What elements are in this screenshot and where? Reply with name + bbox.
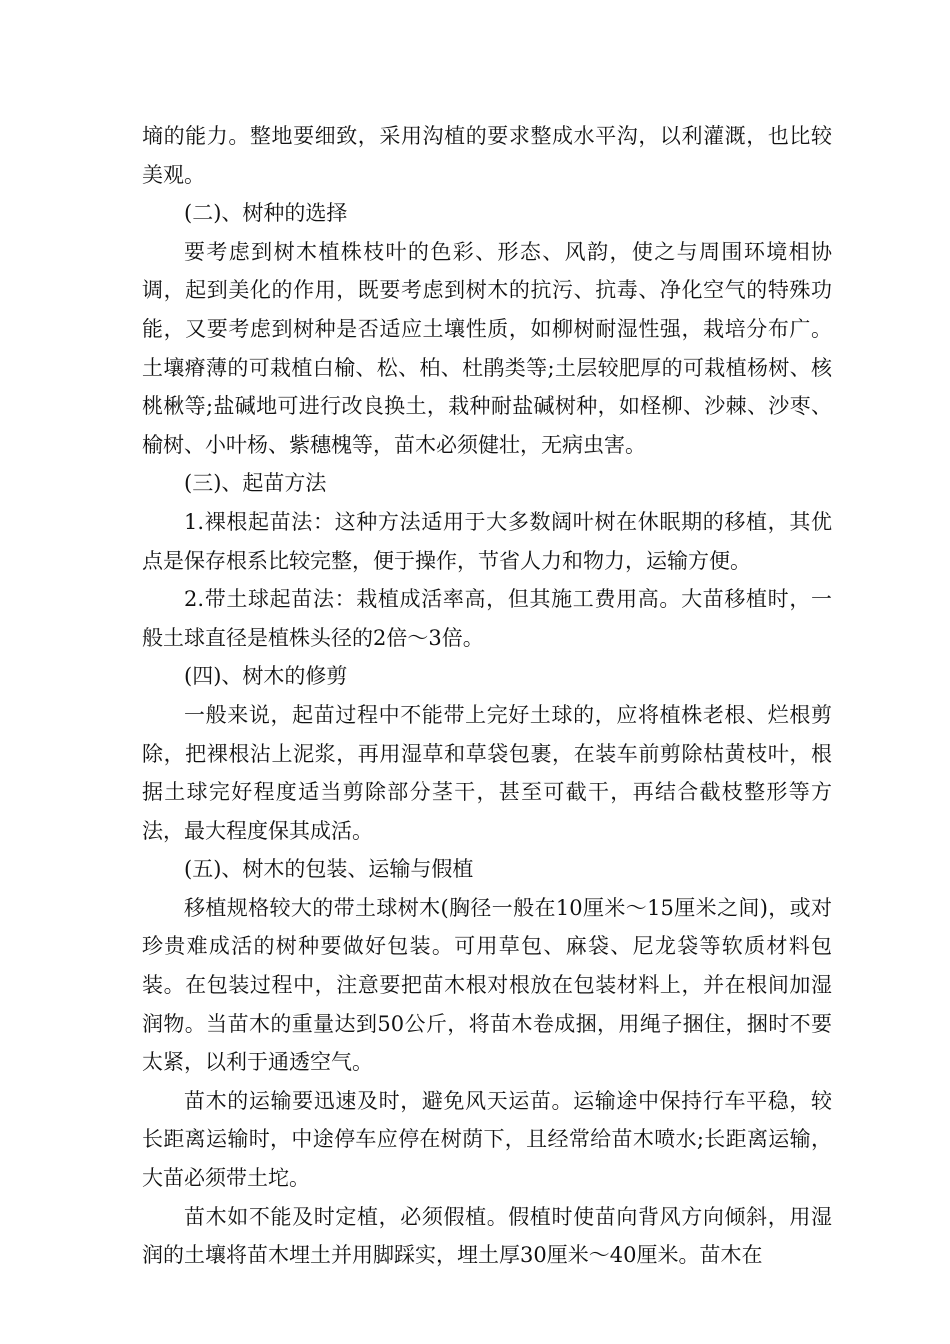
paragraph-soil-ball: 2.带土球起苗法：栽植成活率高，但其施工费用高。大苗移植时，一般土球直径是植株头径的2倍～3倍。 xyxy=(142,587,832,650)
paragraph-packing: 移植规格较大的带土球树木(胸径一般在10厘米～15厘米之间)，或对珍贵难成活的树种要做好包装。可用草包、麻袋、尼龙袋等软质材料包装。在包装过程中，注意要把苗木根对根放在包装材料上，并在根间加湿润物。当苗木的重量达到50公斤，将苗木卷成捆，用绳子捆住，捆时不要太紧，以利于通透空气。 xyxy=(142,895,832,1075)
paragraph-tree-species: 要考虑到树木植株枝叶的色彩、形态、风韵，使之与周围环境相协调，起到美化的作用，既要考虑到树木的抗污、抗毒、净化空气的特殊功能，又要考虑到树种是否适应土壤性质，如柳树耐湿性强，栽培分布广。土壤瘠薄的可栽植白榆、松、柏、杜鹃类等;土层较肥厚的可栽植杨树、核桃楸等;盐碱地可进行改良换土，栽种耐盐碱树种，如柽柳、沙棘、沙枣、榆树、小叶杨、紫穗槐等，苗木必须健壮，无病虫害。 xyxy=(142,239,832,457)
paragraph-transport: 苗木的运输要迅速及时，避免风天运苗。运输途中保持行车平稳，较长距离运输时，中途停车应停在树荫下，且经常给苗木喷水;长距离运输，大苗必须带土坨。 xyxy=(142,1088,832,1191)
paragraph-bare-root: 1.裸根起苗法：这种方法适用于大多数阔叶树在休眠期的移植，其优点是保存根系比较完整，便于操作，节省人力和物力，运输方便。 xyxy=(142,509,832,573)
section-heading-packing-transport: (五)、树木的包装、运输与假植 xyxy=(184,857,474,882)
document-body xyxy=(142,117,832,1275)
section-heading-pruning: (四)、树木的修剪 xyxy=(184,664,348,689)
section-heading-tree-species: (二)、树种的选择 xyxy=(184,201,348,226)
paragraph-heeling-in: 苗木如不能及时定植，必须假植。假植时使苗向背风方向倾斜，用湿润的土壤将苗木埋土并用脚踩实，埋土厚30厘米～40厘米。苗木在 xyxy=(142,1204,832,1268)
paragraph-pruning: 一般来说，起苗过程中不能带上完好土球的，应将植株老根、烂根剪除，把裸根沾上泥浆，再用湿草和草袋包裹，在装车前剪除枯黄枝叶，根据土球完好程度适当剪除部分茎干，甚至可截干，再结合截枝整形等方法，最大程度保其成活。 xyxy=(142,702,832,843)
section-heading-lifting-method: (三)、起苗方法 xyxy=(184,471,327,496)
paragraph-1: 墒的能力。整地要细致，采用沟植的要求整成水平沟，以利灌溉，也比较美观。 xyxy=(142,124,832,187)
